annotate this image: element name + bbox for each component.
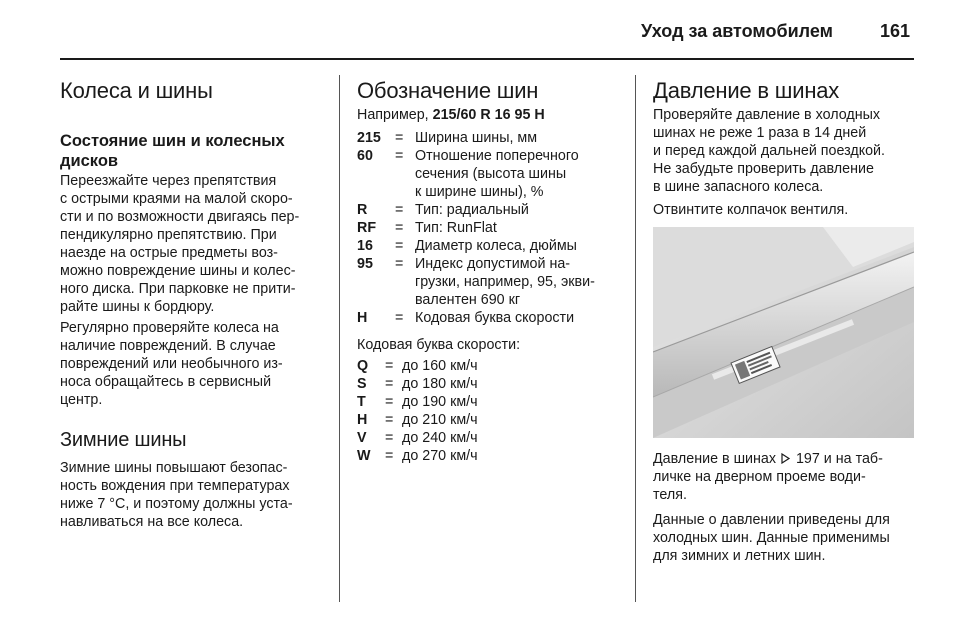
reference-suffix: 197 и на таб- [792, 451, 883, 467]
text-line: центр. [60, 392, 103, 408]
speed-letter: W [357, 448, 371, 464]
designation-row [357, 201, 627, 219]
speed-code-row [357, 447, 557, 465]
text-line: носа обращайтесь в сервисный [60, 374, 272, 390]
designation-description: Индекс допустимой на- [415, 256, 571, 272]
equals-sign: = [385, 358, 394, 374]
speed-value: до 180 км/ч [402, 376, 478, 392]
text-line: теля. [653, 487, 687, 503]
designation-row [357, 237, 627, 255]
designation-row [357, 309, 627, 327]
speed-value: до 160 км/ч [402, 358, 478, 374]
text-line: наезде на острые предметы воз- [60, 245, 278, 261]
designation-code: 215 [357, 130, 381, 146]
example-value: 215/60 R 16 95 H [432, 107, 545, 123]
speed-code-list [357, 357, 557, 465]
equals-sign: = [395, 202, 404, 218]
text-line: навливаться на все колеса. [60, 514, 244, 530]
designation-row-continued [357, 291, 627, 309]
designation-description: Тип: радиальный [415, 202, 529, 218]
designation-row [357, 129, 627, 147]
designation-description: к ширине шины), % [415, 184, 544, 200]
tire-pressure-paragraph-3 [653, 450, 883, 504]
subheading-line: Состояние шин и колесных [60, 132, 285, 150]
column-divider-left [339, 75, 340, 602]
equals-sign: = [385, 412, 394, 428]
designation-description: Диаметр колеса, дюймы [415, 238, 577, 254]
designation-description: Кодовая буква скорости [415, 310, 575, 326]
text-line: ниже 7 °C, и поэтому должны уста- [60, 496, 293, 512]
speed-value: до 240 км/ч [402, 430, 478, 446]
text-line: Данные о давлении приведены для [653, 512, 890, 528]
text-line: сти и по возможности двигаясь пер- [60, 209, 300, 225]
equals-sign: = [395, 238, 404, 254]
subheading-tire-condition [60, 131, 285, 171]
designation-row [357, 255, 627, 273]
speed-code-row [357, 357, 557, 375]
section-heading-winter-tires: Зимние шины [60, 429, 187, 451]
section-heading-tire-designation: Обозначение шин [357, 78, 539, 103]
equals-sign: = [395, 310, 404, 326]
text-line: и перед каждой дальней поездкой. [653, 143, 886, 159]
designation-code: RF [357, 220, 377, 236]
designation-description: грузки, например, 95, экви- [415, 274, 595, 290]
text-line: повреждений или необычного из- [60, 356, 283, 372]
speed-letter: Q [357, 358, 369, 374]
speed-code-row [357, 429, 557, 447]
designation-description: Тип: RunFlat [415, 220, 497, 236]
equals-sign: = [395, 256, 404, 272]
column-divider-right [635, 75, 636, 602]
speed-value: до 270 км/ч [402, 448, 478, 464]
tire-pressure-paragraph-1 [653, 106, 885, 196]
designation-description: валентен 690 кг [415, 292, 521, 308]
text-line: в шине запасного колеса. [653, 179, 824, 195]
equals-sign: = [395, 130, 404, 146]
subheading-line: дисков [60, 152, 119, 170]
text-line: Переезжайте через препятствия [60, 173, 277, 189]
equals-sign: = [385, 376, 394, 392]
designation-code: 95 [357, 256, 373, 272]
designation-row-continued [357, 165, 627, 183]
text-line: личке на дверном проеме води- [653, 469, 866, 485]
equals-sign: = [385, 430, 394, 446]
tire-condition-paragraph-1 [60, 172, 299, 316]
speed-code-intro: Кодовая буква скорости: [357, 337, 521, 353]
section-heading-wheels-and-tires: Колеса и шины [60, 78, 213, 103]
text-line: холодных шин. Данные применимы [653, 530, 890, 546]
speed-value: до 190 км/ч [402, 394, 478, 410]
designation-list [357, 129, 627, 327]
example-line [357, 106, 545, 124]
door-frame-illustration [653, 227, 914, 438]
speed-letter: V [357, 430, 367, 446]
text-line: райте шины к бордюру. [60, 299, 215, 315]
arrow-reference-icon [780, 450, 792, 468]
reference-prefix: Давление в шинах [653, 451, 780, 467]
page-number: 161 [880, 21, 911, 41]
text-line: можно повреждение шины и колес- [60, 263, 296, 279]
designation-description: Ширина шины, мм [415, 130, 538, 146]
tire-condition-paragraph-2 [60, 319, 283, 409]
equals-sign: = [395, 220, 404, 236]
designation-example [357, 106, 545, 124]
designation-row [357, 147, 627, 165]
designation-description: сечения (высота шины [415, 166, 567, 182]
designation-code: H [357, 310, 368, 326]
text-line: для зимних и летних шин. [653, 548, 826, 564]
designation-row-continued [357, 183, 627, 201]
equals-sign: = [385, 448, 394, 464]
text-line: с острыми краями на малой скоро- [60, 191, 293, 207]
text-line: Проверяйте давление в холодных [653, 107, 881, 123]
text-line: ность вождения при температурах [60, 478, 290, 494]
designation-row-continued [357, 273, 627, 291]
tire-pressure-paragraph-2: Отвинтите колпачок вентиля. [653, 202, 849, 218]
running-header-title: Уход за автомобилем [641, 21, 833, 41]
section-heading-tire-pressure: Давление в шинах [653, 78, 840, 103]
text-line: шинах не реже 1 раза в 14 дней [653, 125, 867, 141]
speed-letter: S [357, 376, 367, 392]
speed-value: до 210 км/ч [402, 412, 478, 428]
example-prefix: Например, [357, 107, 433, 123]
speed-code-row [357, 393, 557, 411]
speed-code-row [357, 411, 557, 429]
designation-code: 16 [357, 238, 373, 254]
text-line: Зимние шины повышают безопас- [60, 460, 288, 476]
speed-code-row [357, 375, 557, 393]
text-line: ного диска. При парковке не прити- [60, 281, 296, 297]
speed-letter: H [357, 412, 368, 428]
winter-tires-paragraph [60, 459, 293, 531]
text-line: Не забудьте проверить давление [653, 161, 874, 177]
designation-row [357, 219, 627, 237]
text-line [653, 450, 883, 468]
equals-sign: = [395, 148, 404, 164]
equals-sign: = [385, 394, 394, 410]
speed-letter: T [357, 394, 366, 410]
tire-pressure-paragraph-4 [653, 511, 890, 565]
designation-code: R [357, 202, 368, 218]
door-frame-tyre-label-photo [653, 227, 914, 438]
text-line: Регулярно проверяйте колеса на [60, 320, 279, 336]
text-line: пендикулярно препятствию. При [60, 227, 277, 243]
designation-code: 60 [357, 148, 373, 164]
text-line: наличие повреждений. В случае [60, 338, 276, 354]
designation-description: Отношение поперечного [415, 148, 579, 164]
header-rule [60, 58, 914, 60]
